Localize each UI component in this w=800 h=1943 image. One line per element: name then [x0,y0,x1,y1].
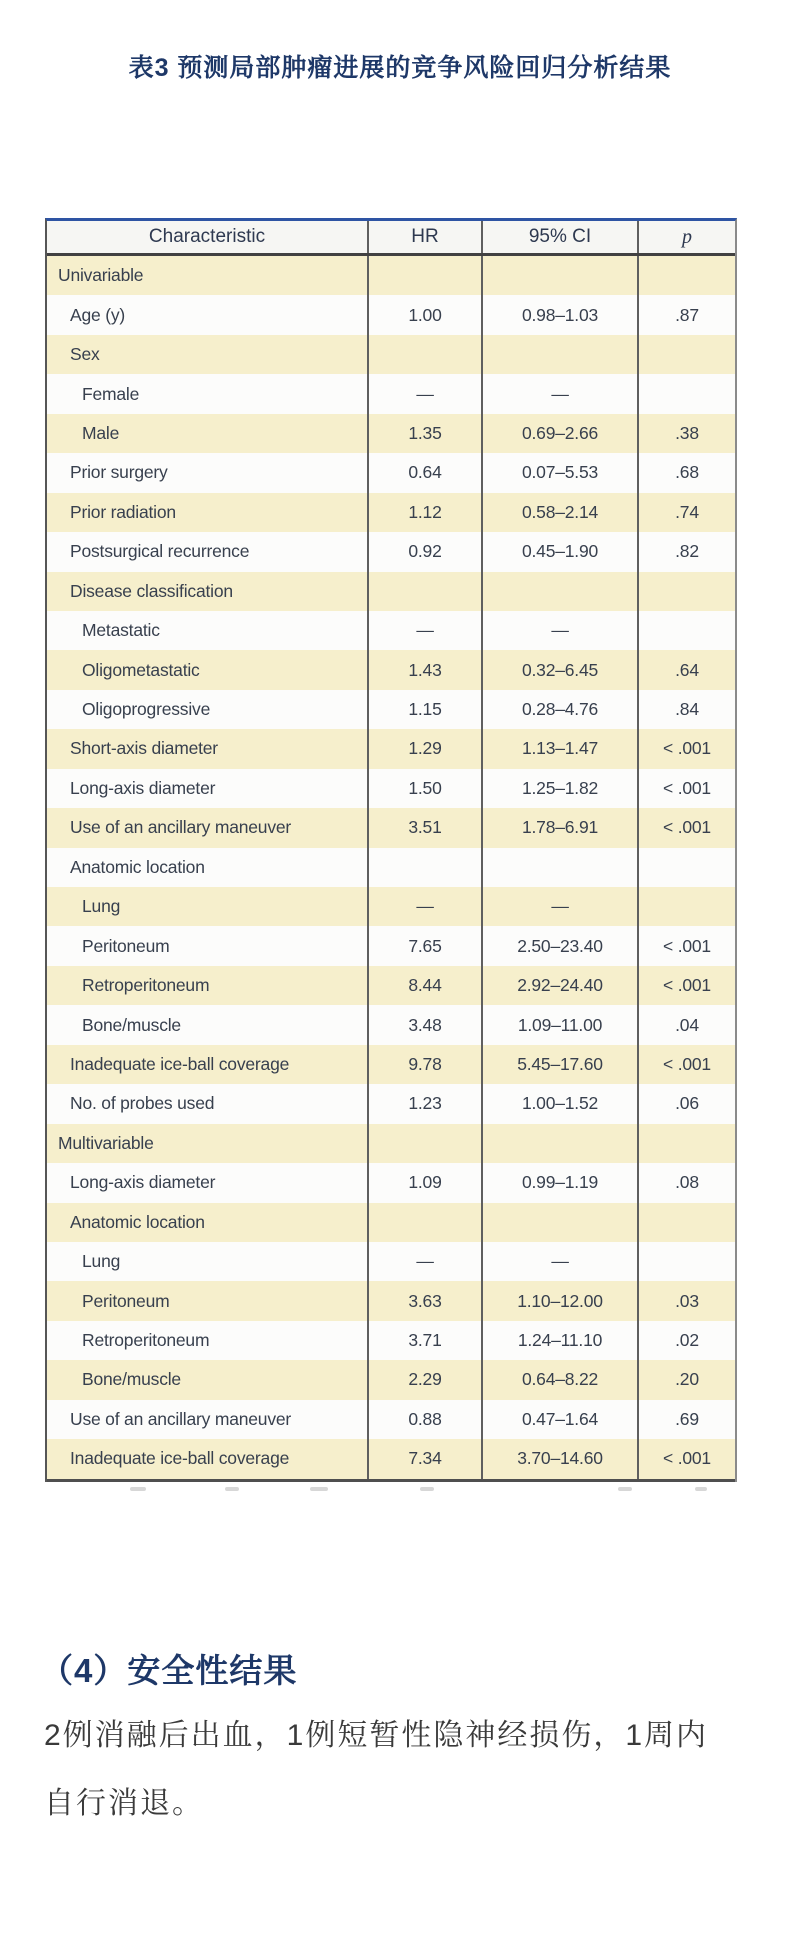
row-hr-value: 1.09 [367,1163,481,1202]
table-row [47,887,735,926]
row-ci-value: 1.00–1.52 [481,1084,637,1123]
cropped-text-remnant [310,1487,328,1491]
table-body [47,256,735,1482]
row-hr-value: 8.44 [367,966,481,1005]
row-ci-value: 3.70–14.60 [481,1439,637,1478]
table-row [47,1163,735,1202]
row-p-value: .74 [637,493,735,532]
row-p-value [637,1124,735,1163]
row-p-value [637,572,735,611]
row-p-value: .38 [637,414,735,453]
row-label: Lung [82,1251,121,1272]
row-label: Oligoprogressive [82,699,211,720]
row-hr-value: 3.51 [367,808,481,847]
column-header-hr: HR [367,221,481,253]
row-label: No. of probes used [70,1093,215,1114]
row-ci-value: 1.24–11.10 [481,1321,637,1360]
row-p-value: < .001 [637,926,735,965]
row-hr-value: 0.88 [367,1400,481,1439]
row-hr-value: — [367,1242,481,1281]
row-label: Retroperitoneum [82,975,210,996]
row-hr-value [367,1124,481,1163]
row-ci-value: 0.28–4.76 [481,690,637,729]
row-p-value [637,1203,735,1242]
table-header-row [47,221,735,256]
row-p-value: .84 [637,690,735,729]
table-row [47,1005,735,1044]
table-row [47,532,735,571]
row-ci-value: 5.45–17.60 [481,1045,637,1084]
row-label: Prior surgery [70,462,168,483]
row-ci-value: 1.10–12.00 [481,1281,637,1320]
row-ci-value [481,572,637,611]
table-row [47,848,735,887]
table-row [47,650,735,689]
row-hr-value [367,572,481,611]
row-hr-value: — [367,887,481,926]
table-row [47,966,735,1005]
row-p-value: < .001 [637,1439,735,1478]
row-hr-value: 1.50 [367,769,481,808]
row-hr-value: 2.29 [367,1360,481,1399]
row-hr-value: — [367,611,481,650]
table-row [47,1124,735,1163]
row-p-value: .02 [637,1321,735,1360]
table-row [47,414,735,453]
row-ci-value: 0.64–8.22 [481,1360,637,1399]
row-label: Short-axis diameter [70,738,218,759]
row-ci-value [481,848,637,887]
row-ci-value [481,1203,637,1242]
row-hr-value: 1.00 [367,295,481,334]
row-ci-value: 2.50–23.40 [481,926,637,965]
table-row [47,1321,735,1360]
row-p-value: .82 [637,532,735,571]
row-ci-value [481,256,637,295]
row-hr-value: — [367,374,481,413]
table-row [47,1045,735,1084]
row-p-value [637,848,735,887]
table-title: 表3 预测局部肿瘤进展的竞争风险回归分析结果 [128,54,672,82]
row-p-value: < .001 [637,729,735,768]
row-label: Retroperitoneum [82,1330,210,1351]
row-label: Peritoneum [82,935,170,956]
row-p-value [637,256,735,295]
row-hr-value [367,848,481,887]
table-row [47,493,735,532]
cropped-text-remnant [225,1487,239,1491]
table-row [47,611,735,650]
row-hr-value: 1.35 [367,414,481,453]
row-hr-value: 1.29 [367,729,481,768]
row-hr-value: 7.34 [367,1439,481,1478]
row-hr-value: 0.64 [367,453,481,492]
section-body [44,1702,760,1838]
row-label: Anatomic location [70,856,205,877]
table-row [47,1203,735,1242]
table-row [47,690,735,729]
table-row [47,1242,735,1281]
row-label: Anatomic location [70,1211,205,1232]
row-p-value: .69 [637,1400,735,1439]
row-label: Inadequate ice-ball coverage [70,1053,290,1074]
column-header-characteristic: Characteristic [148,226,266,247]
table-row [47,453,735,492]
row-ci-value: 0.47–1.64 [481,1400,637,1439]
row-p-value: < .001 [637,769,735,808]
row-p-value [637,335,735,374]
row-p-value: < .001 [637,966,735,1005]
table-row [47,729,735,768]
cropped-text-remnant [420,1487,434,1491]
row-p-value: .68 [637,453,735,492]
row-ci-value: 0.98–1.03 [481,295,637,334]
row-ci-value: 0.99–1.19 [481,1163,637,1202]
row-ci-value: — [481,611,637,650]
row-label: Metastatic [82,620,160,641]
row-p-value [637,887,735,926]
row-label: Univariable [58,265,144,286]
table-row [47,1281,735,1320]
row-label: Lung [82,896,121,917]
row-ci-value: — [481,887,637,926]
row-label: Oligometastatic [82,659,200,680]
cropped-text-remnant [130,1487,146,1491]
row-label: Female [82,383,140,404]
row-p-value: < .001 [637,1045,735,1084]
row-p-value [637,1242,735,1281]
table-row [47,1439,735,1478]
table-row [47,1360,735,1399]
column-header-p: p [637,221,735,253]
row-label: Bone/muscle [82,1014,181,1035]
regression-table [45,218,737,1482]
row-hr-value [367,256,481,295]
row-p-value: .03 [637,1281,735,1320]
row-p-value: .20 [637,1360,735,1399]
cropped-text-remnant [618,1487,632,1491]
row-p-value: .08 [637,1163,735,1202]
row-hr-value: 1.43 [367,650,481,689]
row-ci-value: 0.69–2.66 [481,414,637,453]
row-label: Age (y) [70,304,126,325]
row-hr-value: 3.63 [367,1281,481,1320]
table-row [47,769,735,808]
row-p-value: .64 [637,650,735,689]
row-ci-value: 2.92–24.40 [481,966,637,1005]
row-hr-value: 3.48 [367,1005,481,1044]
row-hr-value: 7.65 [367,926,481,965]
row-hr-value: 0.92 [367,532,481,571]
section-body-line: 自行消退。 [44,1787,204,1820]
row-ci-value: — [481,1242,637,1281]
row-hr-value: 3.71 [367,1321,481,1360]
table-row [47,256,735,295]
cropped-text-remnant [695,1487,707,1491]
table-row [47,1084,735,1123]
row-ci-value: 0.58–2.14 [481,493,637,532]
row-ci-value: 0.07–5.53 [481,453,637,492]
row-label: Bone/muscle [82,1369,181,1390]
row-p-value: < .001 [637,808,735,847]
row-hr-value [367,335,481,374]
row-label: Peritoneum [82,1290,170,1311]
row-hr-value: 9.78 [367,1045,481,1084]
row-ci-value: 1.78–6.91 [481,808,637,847]
table-row [47,1400,735,1439]
table-row [47,572,735,611]
row-label: Inadequate ice-ball coverage [70,1448,290,1469]
table-row [47,374,735,413]
row-label: Long-axis diameter [70,777,216,798]
row-p-value [637,374,735,413]
row-p-value [637,611,735,650]
row-hr-value: 1.12 [367,493,481,532]
row-ci-value: 1.13–1.47 [481,729,637,768]
row-label: Sex [70,344,100,365]
row-ci-value: 0.45–1.90 [481,532,637,571]
row-label: Use of an ancillary maneuver [70,817,292,838]
row-hr-value: 1.23 [367,1084,481,1123]
section-body-line: 2例消融后出血，1例短暂性隐神经损伤，1周内 [44,1719,709,1752]
row-label: Male [82,422,120,443]
row-p-value: .04 [637,1005,735,1044]
row-ci-value: — [481,374,637,413]
row-label: Disease classification [70,580,233,601]
row-p-value: .06 [637,1084,735,1123]
row-label: Use of an ancillary maneuver [70,1408,292,1429]
row-ci-value: 1.25–1.82 [481,769,637,808]
table-row [47,335,735,374]
row-label: Long-axis diameter [70,1172,216,1193]
table-row [47,295,735,334]
row-ci-value [481,1124,637,1163]
section-heading: （4）安全性结果 [40,1652,298,1689]
row-hr-value: 1.15 [367,690,481,729]
table-row [47,808,735,847]
row-label: Postsurgical recurrence [70,541,250,562]
row-ci-value [481,335,637,374]
row-p-value: .87 [637,295,735,334]
row-label: Prior radiation [70,501,176,522]
row-label: Multivariable [58,1132,154,1153]
row-ci-value: 0.32–6.45 [481,650,637,689]
table-row [47,926,735,965]
row-ci-value: 1.09–11.00 [481,1005,637,1044]
row-hr-value [367,1203,481,1242]
column-header-ci: 95% CI [481,221,637,253]
